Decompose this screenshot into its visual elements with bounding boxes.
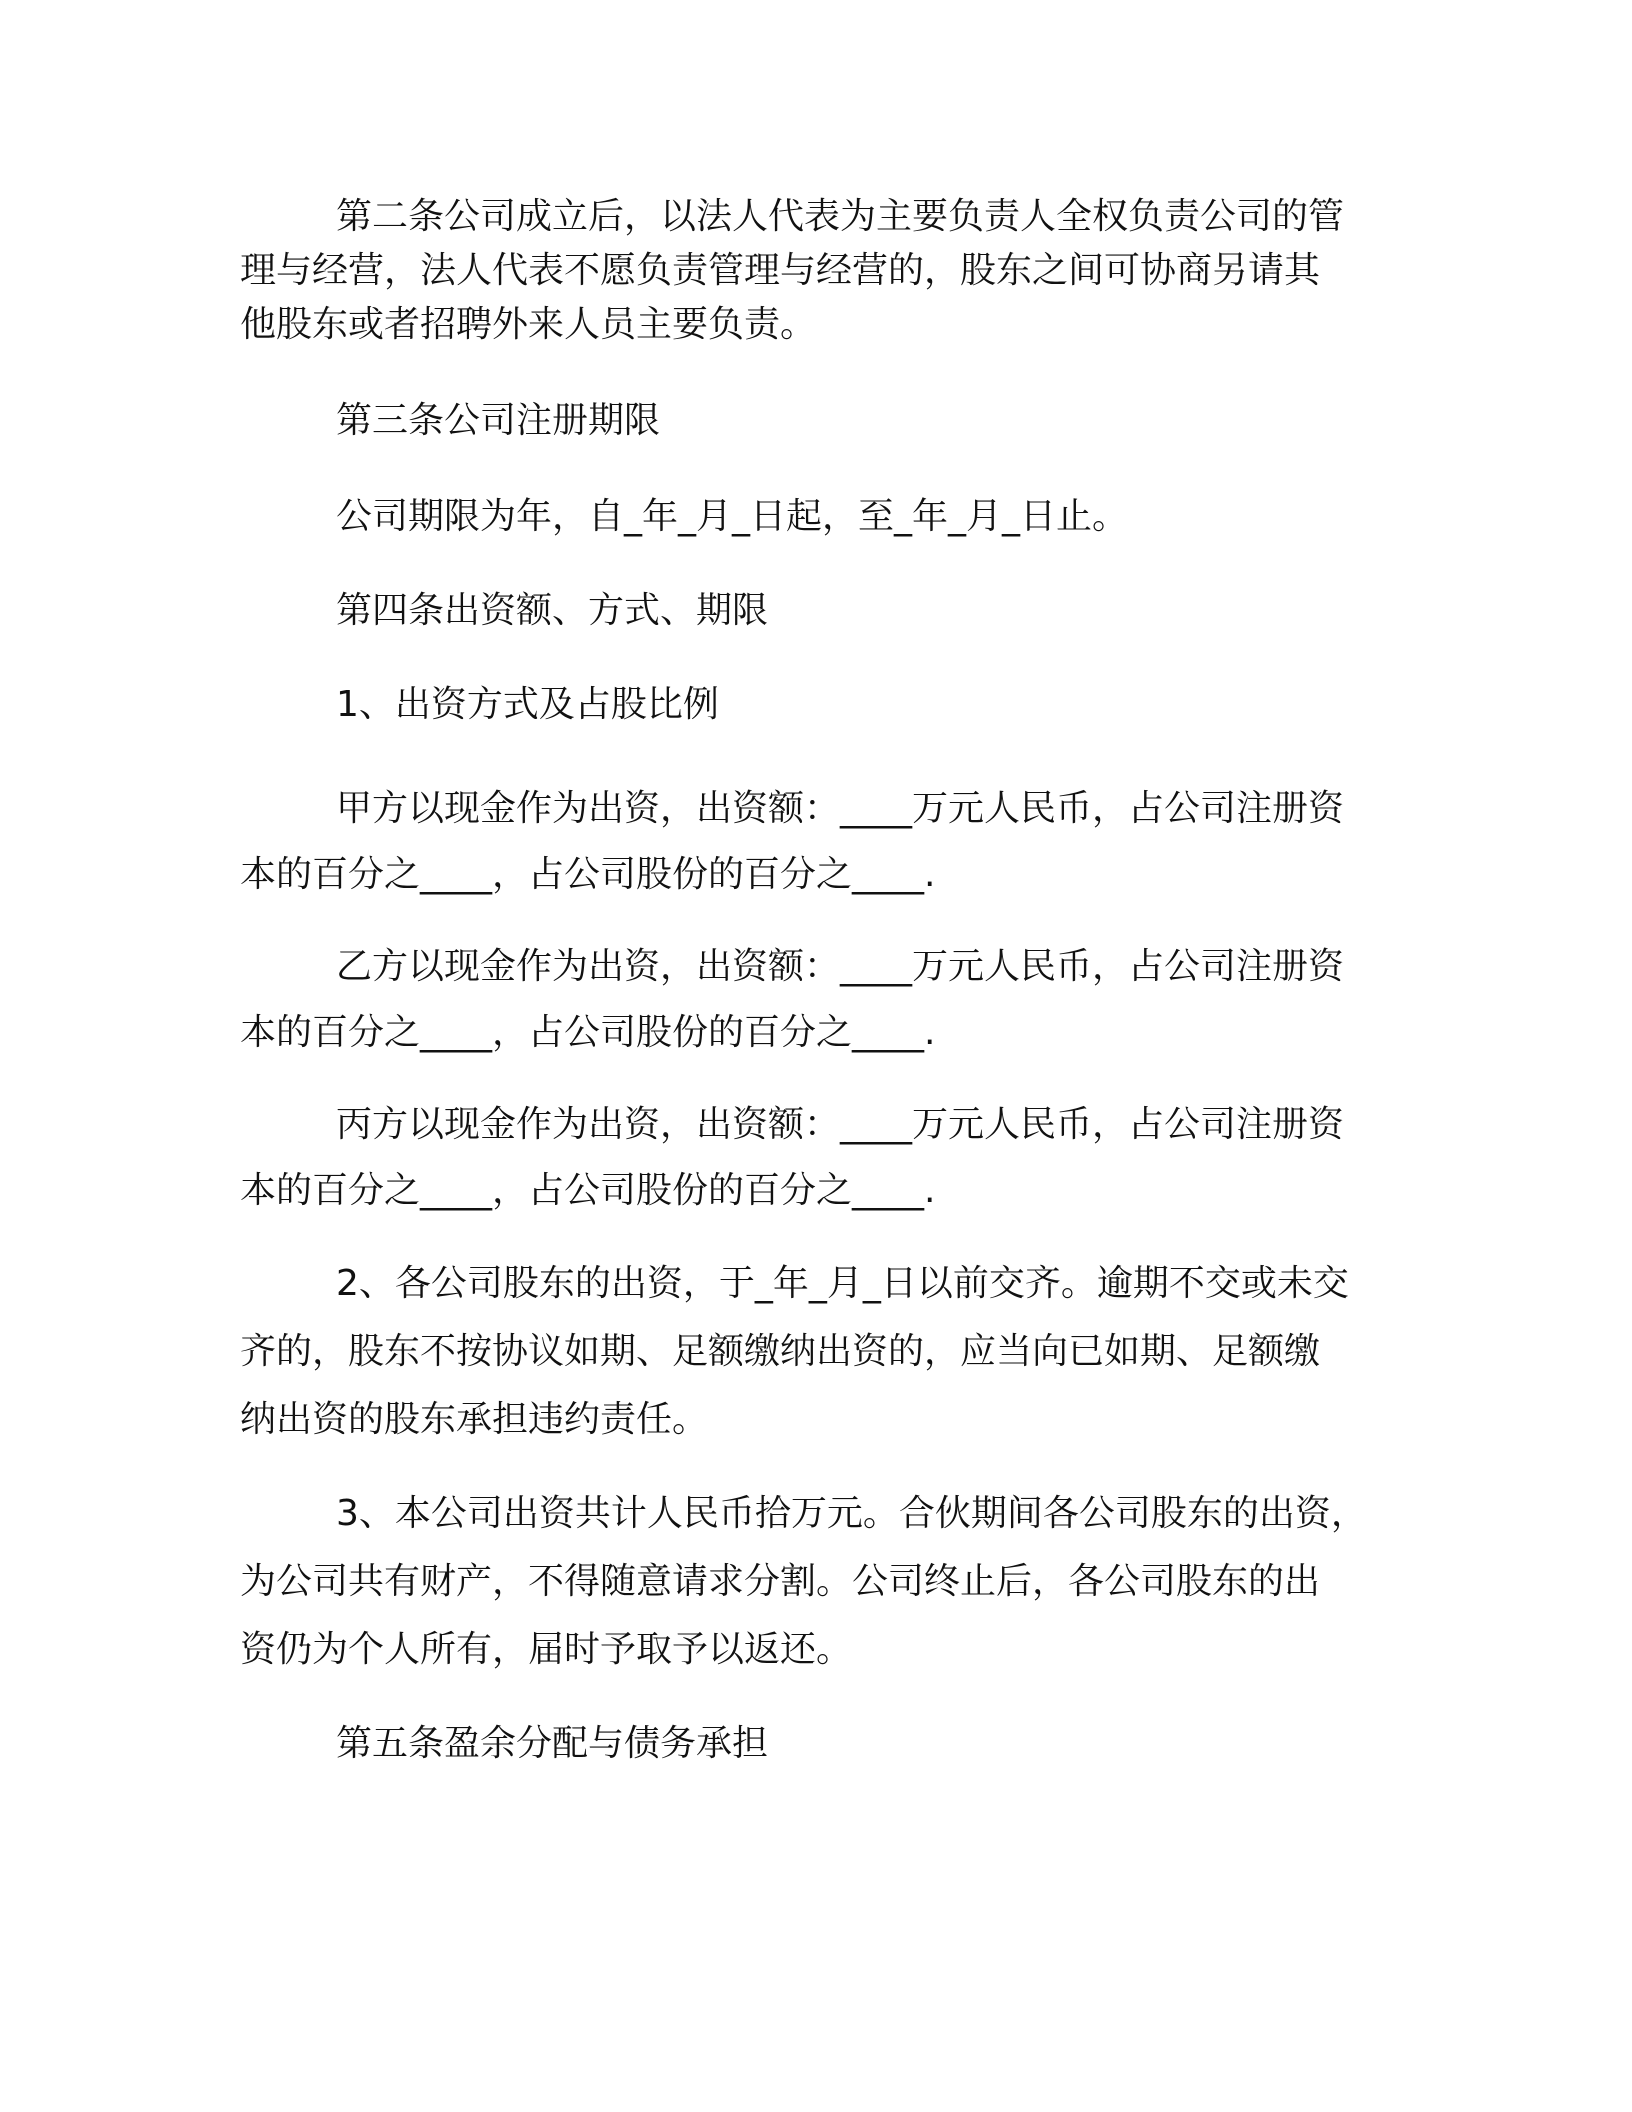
party-c-line-2: 本的百分之____，占公司股份的百分之____. [240,1170,936,1211]
article-2-line-3: 他股东或者招聘外来人员主要负责。 [240,304,817,345]
article-2-line-2: 理与经营，法人代表不愿负责管理与经营的，股东之间可协商另请其 [240,250,1321,291]
article-3-text: 公司期限为年，自_年_月_日起，至_年_月_日止。 [336,496,1129,537]
item-2-paragraph [240,1250,1392,1454]
party-a-line-2: 本的百分之____，占公司股份的百分之____. [240,854,936,895]
item-3-line-1: 3、本公司出资共计人民币拾万元。合伙期间各公司股东的出资， [336,1493,1367,1534]
party-b-paragraph [240,934,1392,1066]
party-c-paragraph [240,1092,1392,1224]
article-5-heading: 第五条盈余分配与债务承担 [336,1723,769,1764]
article-3-heading: 第三条公司注册期限 [336,400,661,441]
article-2-paragraph [240,190,1392,352]
party-b-line-1: 乙方以现金作为出资，出资额：____万元人民币，占公司注册资 [336,946,1345,987]
party-c-line-1: 丙方以现金作为出资，出资额：____万元人民币，占公司注册资 [336,1104,1345,1145]
party-a-paragraph [240,776,1392,908]
article-2-line-1: 第二条公司成立后，以法人代表为主要负责人全权负责公司的管 [336,196,1345,237]
document-page [240,190,1392,1778]
item-2-line-1: 2、各公司股东的出资，于_年_月_日以前交齐。逾期不交或未交 [336,1263,1349,1304]
item-2-line-2: 齐的，股东不按协议如期、足额缴纳出资的，应当向已如期、足额缴 [240,1331,1321,1372]
item-1-heading: 1、出资方式及占股比例 [336,684,719,725]
party-b-line-2: 本的百分之____，占公司股份的百分之____. [240,1012,936,1053]
article-4-heading: 第四条出资额、方式、期限 [336,590,769,631]
item-2-line-3: 纳出资的股东承担违约责任。 [240,1399,709,1440]
item-3-line-2: 为公司共有财产，不得随意请求分割。公司终止后，各公司股东的出 [240,1561,1321,1602]
party-a-line-1: 甲方以现金作为出资，出资额：____万元人民币，占公司注册资 [336,788,1345,829]
item-3-paragraph [240,1480,1392,1684]
item-3-line-3: 资仍为个人所有，届时予取予以返还。 [240,1629,853,1670]
